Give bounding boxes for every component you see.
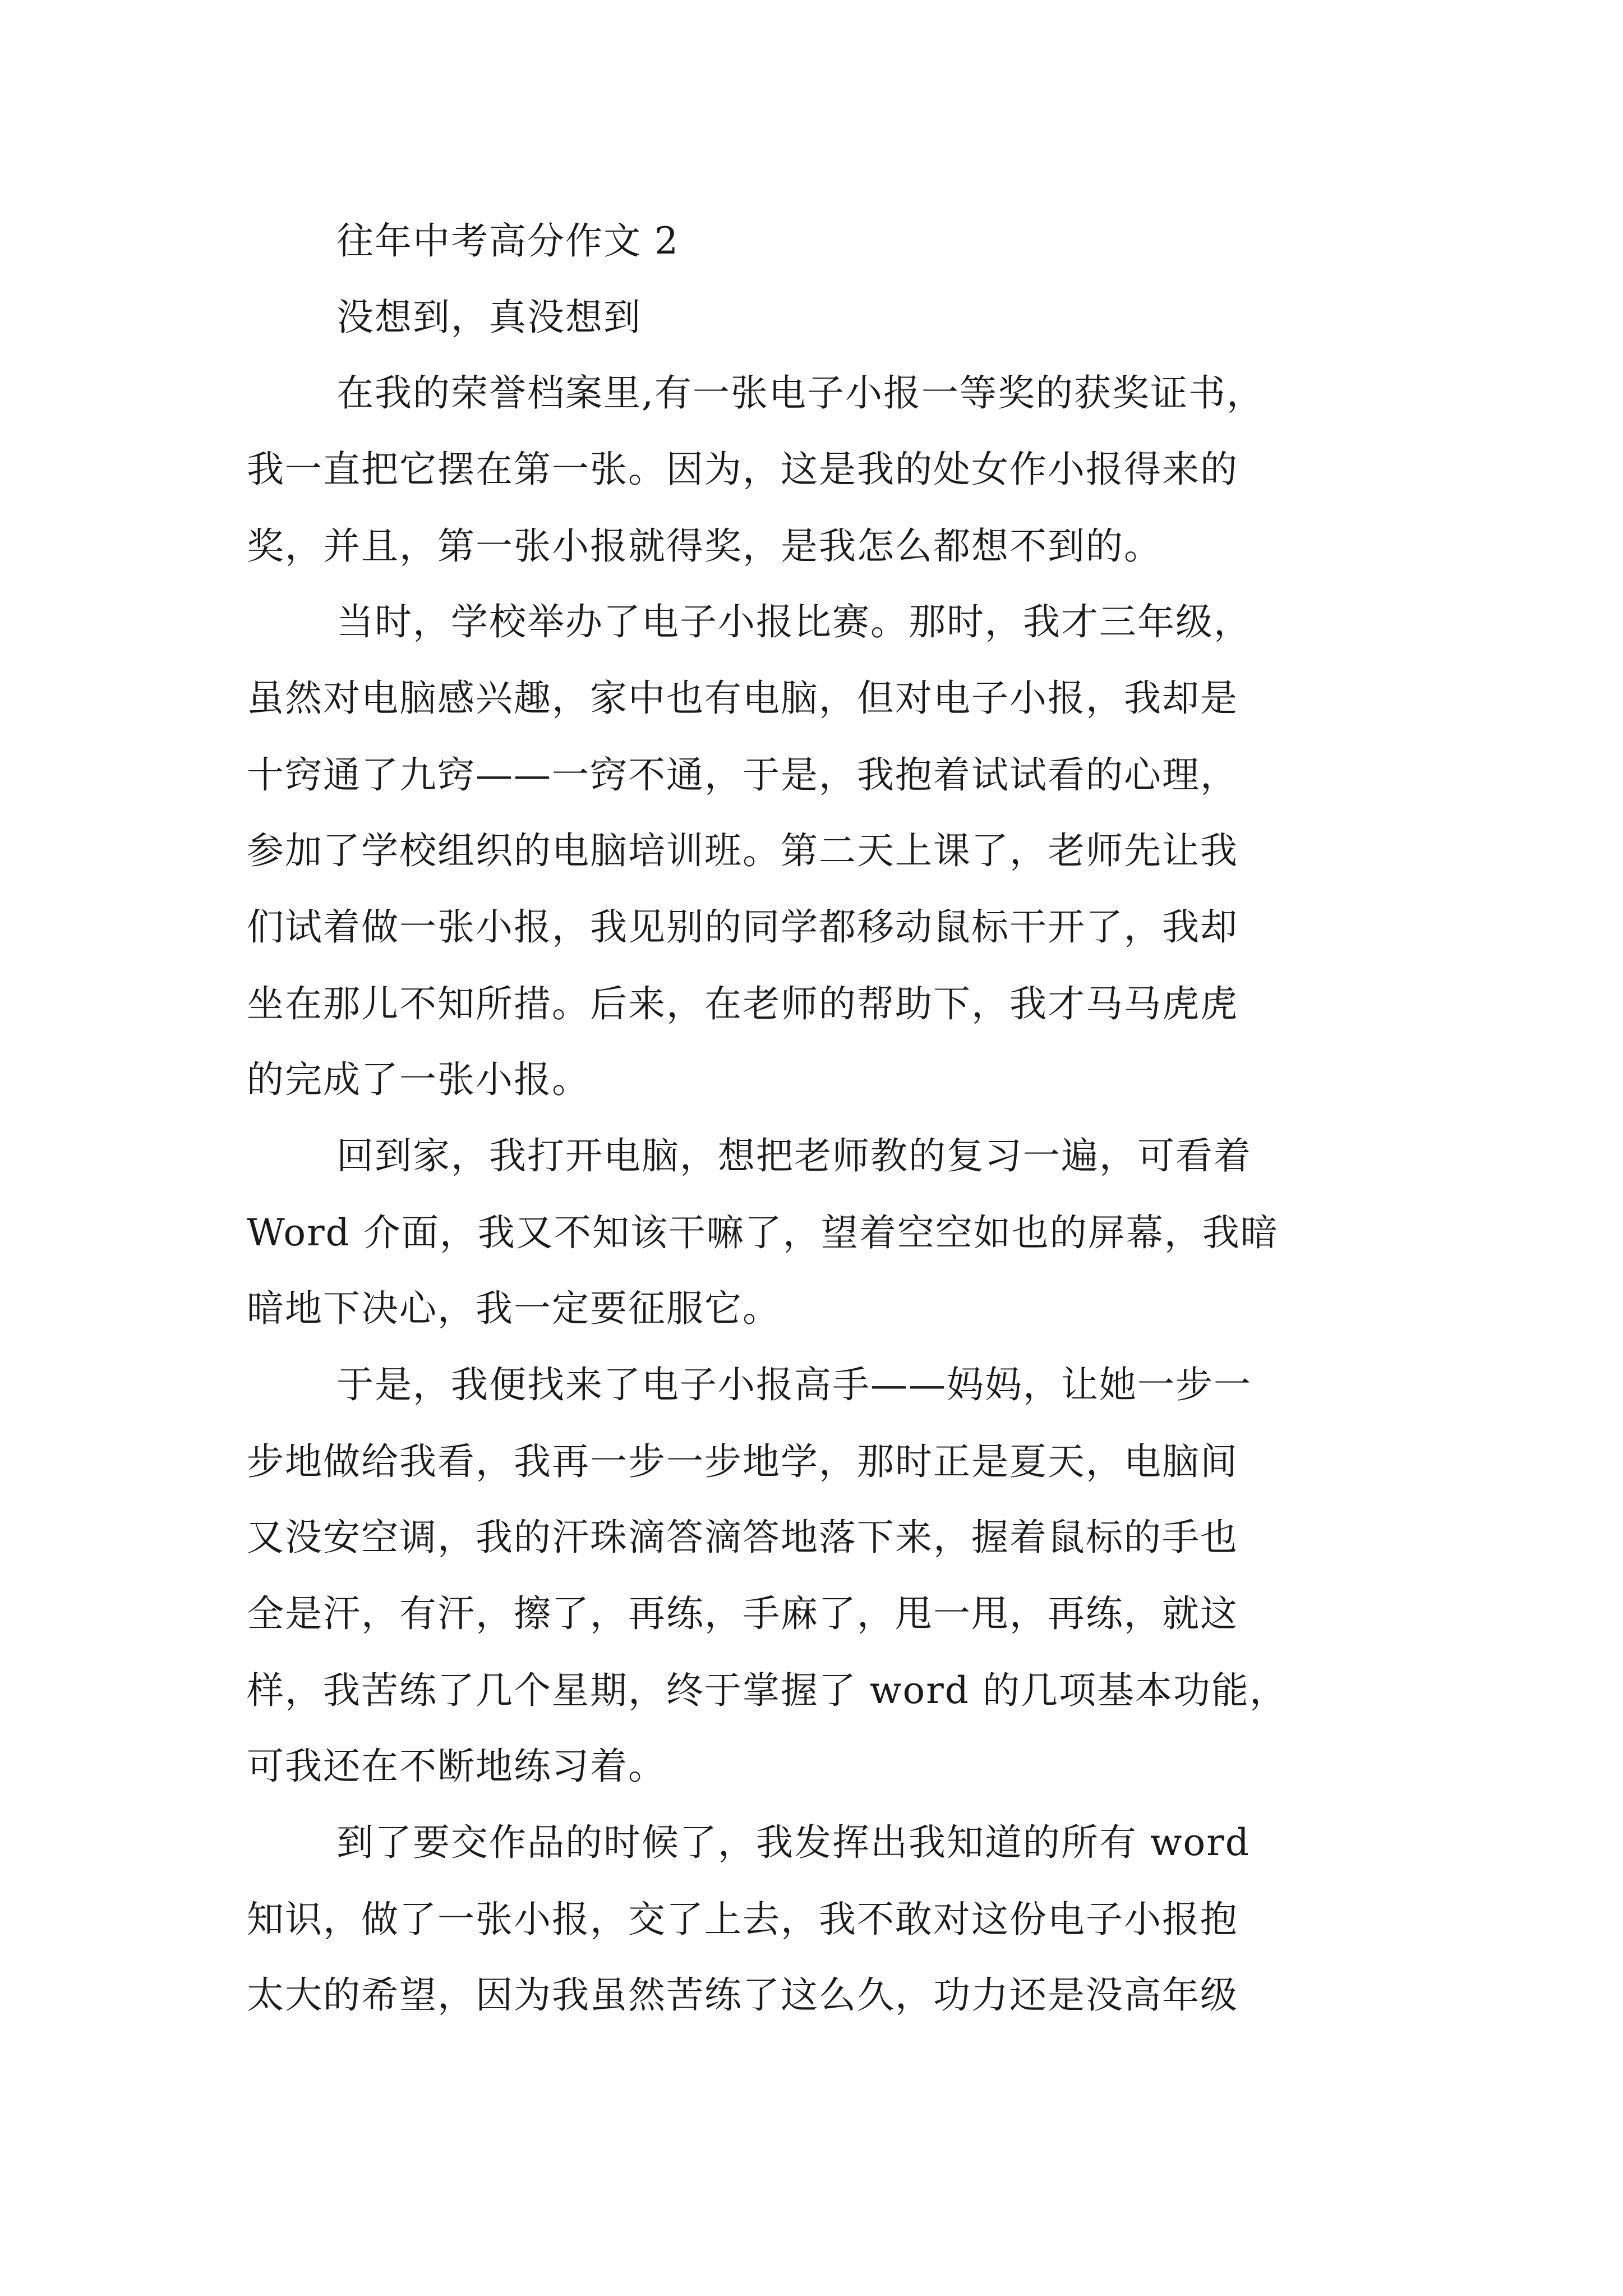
paragraph-line: 知识，做了一张小报，交了上去，我不敢对这份电子小报抱 <box>247 1898 1238 1941</box>
paragraph-line: 当时，学校举办了电子小报比赛。那时，我才三年级， <box>336 600 1252 643</box>
paragraph-line: 在我的荣誉档案里,有一张电子小报一等奖的获奖证书， <box>336 371 1265 415</box>
paragraph-line: 坐在那儿不知所措。后来，在老师的帮助下，我才马马虎虎 <box>247 982 1238 1025</box>
paragraph-line: 奖，并且，第一张小报就得奖，是我怎么都想不到的。 <box>247 524 1162 568</box>
paragraph-line: 又没安空调，我的汗珠滴答滴答地落下来，握着鼠标的手也 <box>247 1516 1238 1559</box>
paragraph-line: 于是，我便找来了电子小报高手——妈妈，让她一步一 <box>336 1363 1252 1406</box>
document-title: 往年中考高分作文 2 <box>336 219 679 263</box>
paragraph-line: 十窍通了九窍——一窍不通，于是，我抱着试试看的心理， <box>247 753 1238 797</box>
paragraph-line: 样，我苦练了几个星期，终于掌握了 word 的几项基本功能， <box>247 1669 1288 1712</box>
paragraph-line: 暗地下决心，我一定要征服它。 <box>247 1287 781 1330</box>
paragraph-line: 太大的希望，因为我虽然苦练了这么久，功力还是没高年级 <box>247 1973 1238 2017</box>
paragraph-line: Word 介面，我又不知该干嘛了，望着空空如也的屏幕，我暗 <box>247 1211 1279 1254</box>
paragraph-line: 回到家，我打开电脑，想把老师教的复习一遍，可看着 <box>336 1134 1252 1177</box>
paragraph-line: 参加了学校组织的电脑培训班。第二天上课了，老师先让我 <box>247 829 1238 872</box>
paragraph-line: 到了要交作品的时候了，我发挥出我知道的所有 word <box>336 1821 1251 1864</box>
paragraph-line: 步地做给我看，我再一步一步地学，那时正是夏天，电脑间 <box>247 1440 1238 1483</box>
paragraph-line: 全是汗，有汗，擦了，再练，手麻了，甩一甩，再练，就这 <box>247 1592 1238 1635</box>
document-subtitle: 没想到，真没想到 <box>336 296 642 339</box>
paragraph-line: 可我还在不断地练习着。 <box>247 1745 666 1788</box>
paragraph-line: 们试着做一张小报，我见别的同学都移动鼠标干开了，我却 <box>247 905 1238 949</box>
paragraph-line: 我一直把它摆在第一张。因为，这是我的处女作小报得来的 <box>247 448 1238 491</box>
paragraph-line: 的完成了一张小报。 <box>247 1058 590 1101</box>
paragraph-line: 虽然对电脑感兴趣，家中也有电脑，但对电子小报，我却是 <box>247 677 1238 720</box>
